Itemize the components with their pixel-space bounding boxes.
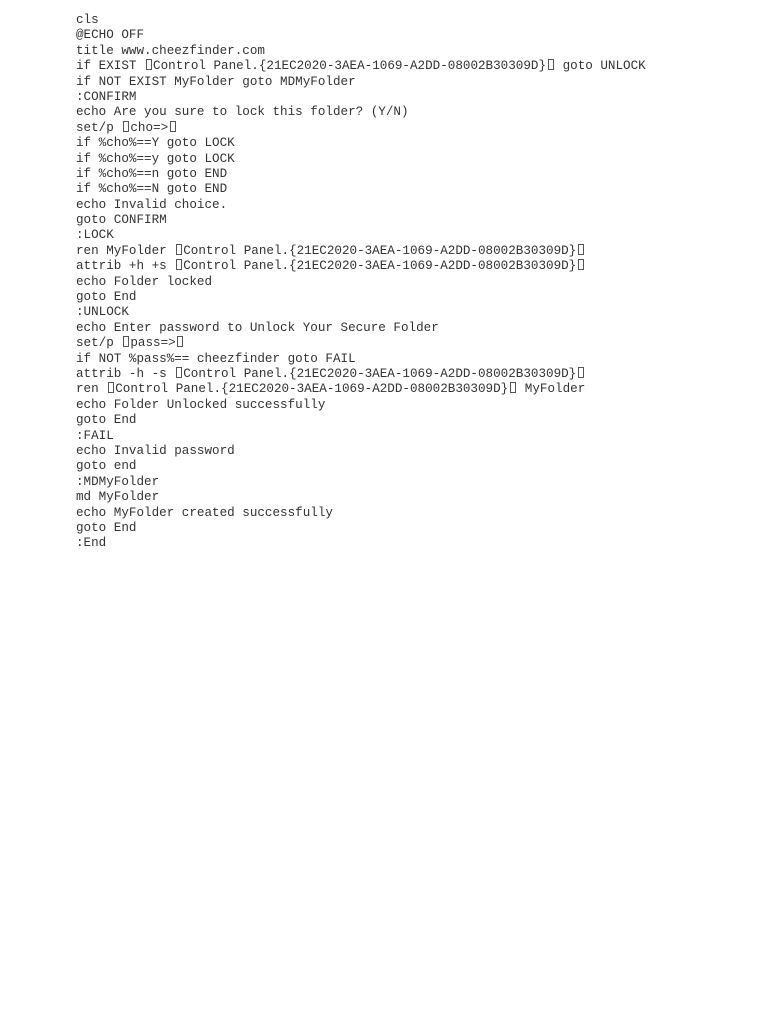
missing-glyph-box: [176, 367, 182, 378]
script-line: :LOCK: [76, 228, 114, 243]
missing-glyph-box: [176, 244, 182, 255]
missing-glyph-box: [146, 59, 152, 70]
missing-glyph-box: [578, 259, 584, 270]
script-line: if NOT %pass%== cheezfinder goto FAIL: [76, 351, 356, 366]
script-line: :CONFIRM: [76, 89, 137, 104]
script-line: echo Invalid password: [76, 443, 235, 458]
missing-glyph-box: [123, 336, 129, 347]
script-line: if %cho%==N goto END: [76, 182, 228, 197]
script-line: :FAIL: [76, 428, 114, 443]
script-line: attrib -h -s Control Panel.{21EC2020-3AEA-1069-A2DD-08002B30309D}: [76, 367, 756, 382]
missing-glyph-box: [176, 259, 182, 270]
missing-glyph-box: [510, 382, 516, 393]
script-line: goto CONFIRM: [76, 213, 167, 228]
script-line: echo Enter password to Unlock Your Secure Folder: [76, 320, 439, 335]
script-line: goto end: [76, 459, 137, 474]
script-line: cls: [76, 13, 99, 27]
script-line: set/p cho=>: [76, 121, 756, 136]
script-line: goto End: [76, 413, 137, 428]
missing-glyph-box: [548, 59, 554, 70]
script-line: @ECHO OFF: [76, 28, 145, 43]
script-line: echo Folder locked: [76, 274, 213, 289]
script-line: :MDMyFolder: [76, 474, 160, 489]
script-line: :UNLOCK: [76, 305, 129, 320]
script-line: goto End: [76, 520, 137, 535]
script-line: echo Folder Unlocked successfully: [76, 397, 326, 412]
script-line: goto End: [76, 290, 137, 305]
script-line: :End: [76, 536, 107, 551]
missing-glyph-box: [170, 121, 176, 132]
missing-glyph-box: [578, 367, 584, 378]
script-line: title www.cheezfinder.com: [76, 43, 265, 58]
script-line: echo Are you sure to lock this folder? (Y/N): [76, 105, 409, 120]
script-line: echo MyFolder created successfully: [76, 505, 333, 520]
missing-glyph-box: [123, 121, 129, 132]
script-line: if %cho%==n goto END: [76, 166, 228, 181]
missing-glyph-box: [108, 382, 114, 393]
script-line: md MyFolder: [76, 490, 160, 505]
missing-glyph-box: [177, 336, 183, 347]
batch-script-text: [76, 13, 756, 552]
script-line: if %cho%==Y goto LOCK: [76, 136, 235, 151]
script-line: if EXIST Control Panel.{21EC2020-3AEA-1069-A2DD-08002B30309D} goto UNLOCK: [76, 59, 646, 74]
script-line: set/p pass=>: [76, 336, 756, 351]
script-line: ren MyFolder Control Panel.{21EC2020-3AEA-1069-A2DD-08002B30309D}: [76, 244, 756, 259]
script-line: ren Control Panel.{21EC2020-3AEA-1069-A2DD-08002B30309D} MyFolder: [76, 382, 586, 397]
script-line: attrib +h +s Control Panel.{21EC2020-3AEA-1069-A2DD-08002B30309D}: [76, 259, 756, 274]
missing-glyph-box: [578, 244, 584, 255]
script-line: if %cho%==y goto LOCK: [76, 151, 235, 166]
script-line: echo Invalid choice.: [76, 197, 228, 212]
script-line: if NOT EXIST MyFolder goto MDMyFolder: [76, 74, 356, 89]
